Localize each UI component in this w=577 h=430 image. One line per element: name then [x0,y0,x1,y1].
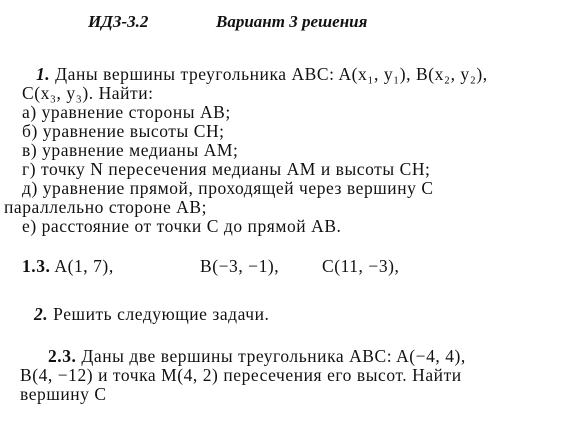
variant-point-a: A(1, 7), [54,256,114,276]
task1-number: 1. [36,64,51,84]
task1-item-a: а) уравнение стороны AB; [22,102,231,122]
task23-text-1: Даны две вершины треугольника ABC: A(−4, 4), [81,346,466,366]
task1-item-d: д) уравнение прямой, проходящей через вершину C [22,178,434,198]
task23-line-3: вершину C [20,384,107,404]
task23-line-2: B(4, −12) и точка M(4, 2) пересечения его высот. Найти [20,365,462,385]
task1-intro-text-1: Даны вершины треугольника ABC: A(x₁, y₁), B(x₂, y₂), [55,64,488,84]
variant-point-c: C(11, −3), [322,256,400,276]
variant-number: 1.3. [22,256,51,276]
task1-intro-line-2: C(x₃, y₃). Найти: [22,83,154,103]
document-title: ИДЗ-3.2 [88,12,149,31]
task1-item-g: г) точку N пересечения медианы AM и высоты CH; [22,159,431,179]
task1-item-e: е) расстояние от точки C до прямой AB. [22,216,342,236]
task1-item-b: б) уравнение высоты CH; [22,121,225,141]
variant-line [22,256,114,276]
task1-item-d-continued: параллельно стороне AB; [4,197,208,217]
task23-number: 2.3. [48,346,77,366]
task2-line [34,304,269,324]
task23-line-1 [48,346,466,366]
task2-text: Решить следующие задачи. [53,304,270,324]
task1-item-v: в) уравнение медианы AM; [22,140,239,160]
task2-number: 2. [34,304,49,324]
document-subtitle: Вариант 3 решения [216,12,368,31]
variant-point-b: B(−3, −1), [200,256,280,276]
task1-intro-line-1 [36,64,488,84]
